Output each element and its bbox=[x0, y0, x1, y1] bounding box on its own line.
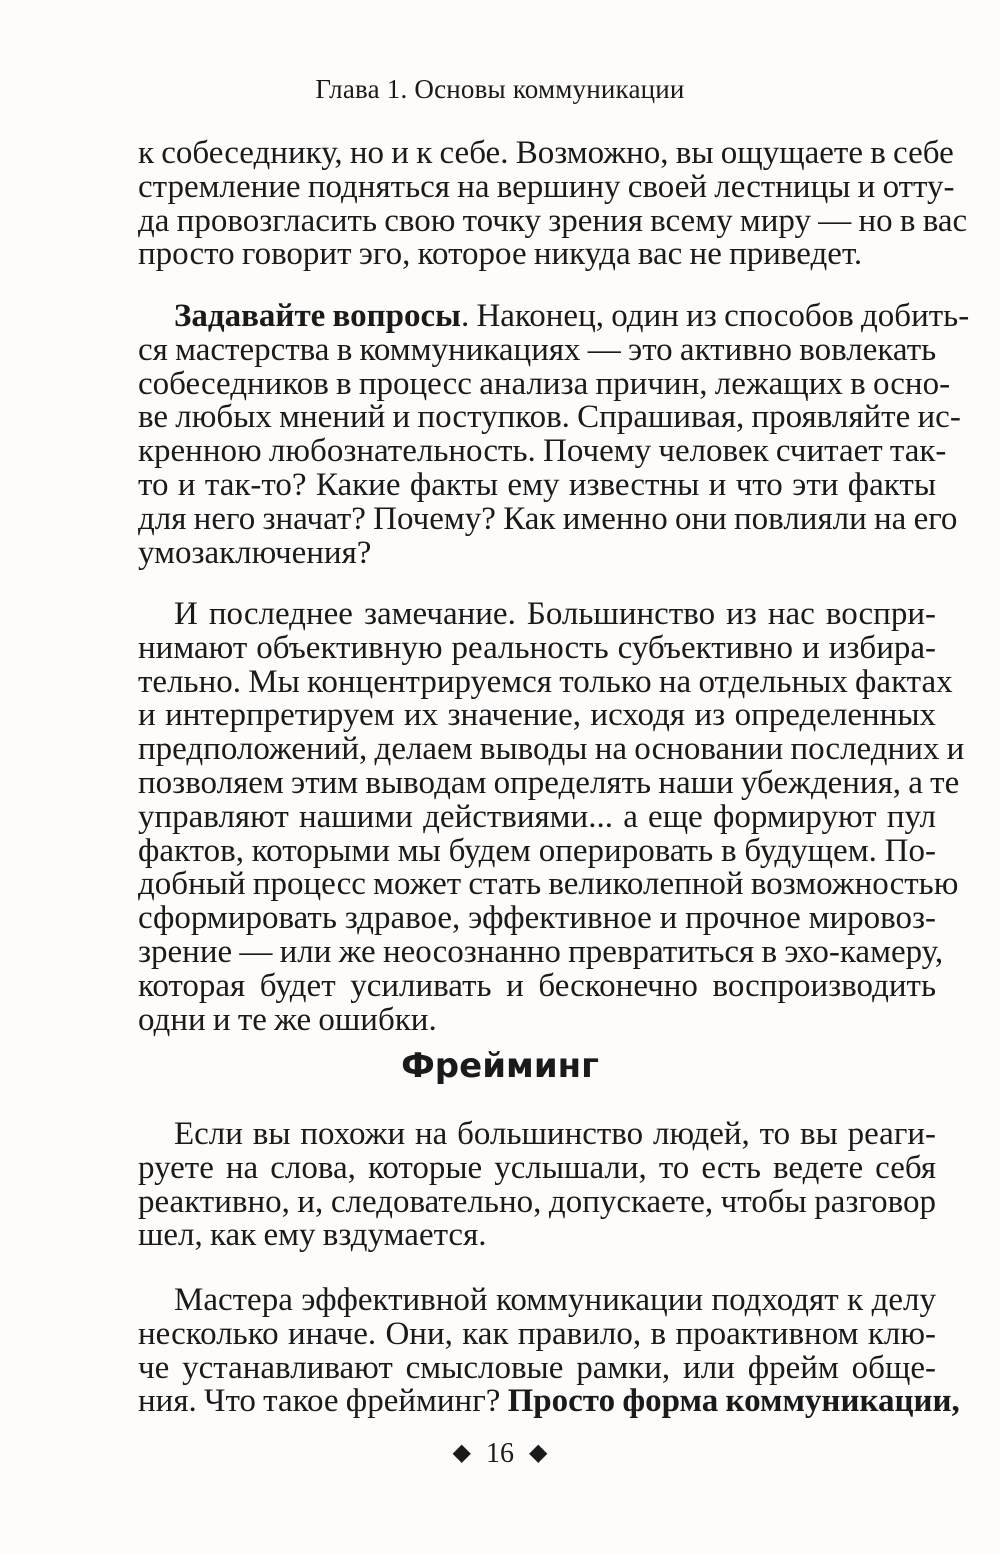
paragraph-2 bbox=[138, 298, 970, 571]
text-line: несколько иначе. Они, как правило, в проактивном клю- bbox=[138, 1315, 936, 1352]
text-line: к собеседнику, но и к себе. Возможно, вы ощущаете в себе bbox=[138, 135, 954, 171]
text-line: да провозгласить свою точку зрения всему миру — но в вас bbox=[138, 202, 968, 239]
text-line: собеседников в процесс анализа причин, лежащих в осно- bbox=[138, 365, 951, 402]
text-line: предположений, делаем выводы на основании последних и bbox=[138, 731, 965, 768]
text-line: которая будет усиливать и бесконечно воспроизводить bbox=[138, 967, 936, 1004]
paragraph-4 bbox=[138, 1118, 936, 1253]
text-line: добный процесс может стать великолепной возможностью bbox=[138, 866, 959, 903]
page-number: 16 bbox=[486, 1438, 514, 1469]
text-line: кренною любознательность. Почему человек считает так- bbox=[138, 433, 947, 470]
paragraph-1 bbox=[138, 135, 968, 273]
text-line: шел, как ему вздумается. bbox=[138, 1217, 487, 1254]
text-line: ся мастерства в коммуникациях — это активно вовлекать bbox=[138, 331, 937, 368]
text-fragment: ния. Что такое фрейминг? bbox=[138, 1383, 508, 1420]
text-line: че устанавливают смысловые рамки, или фрейм обще- bbox=[138, 1349, 936, 1386]
text-line: сформировать здравое, эффективное и прочное мировоз- bbox=[138, 900, 936, 937]
section-heading: Фрейминг bbox=[401, 1046, 599, 1086]
text-line: одни и те же ошибки. bbox=[138, 1001, 437, 1038]
bold-phrase: Просто форма коммуникации, bbox=[507, 1383, 960, 1420]
text-line: фактов, которыми мы будем оперировать в будущем. По- bbox=[138, 832, 936, 869]
text-line: то и так-то? Какие факты ему известны и что эти факты bbox=[138, 466, 936, 503]
text-line bbox=[138, 298, 970, 334]
text-line: Если вы похожи на большинство людей, то вы реаги- bbox=[174, 1116, 936, 1152]
text-line: стремление подняться на вершину своей лестницы и отту- bbox=[138, 168, 955, 205]
text-line: Мастера эффективной коммуникации подходят к делу bbox=[174, 1282, 936, 1318]
text-line bbox=[138, 1383, 960, 1420]
text-line: руете на слова, которые услышали, то есть ведете себя bbox=[138, 1149, 936, 1186]
bold-lead-phrase: Задавайте вопросы bbox=[174, 298, 461, 334]
text-line: умозаключения? bbox=[138, 534, 372, 571]
text-line: реактивно, и, следовательно, допускаете, чтобы разговор bbox=[138, 1183, 936, 1220]
text-line: зрение — или же неосознанно превратиться в эхо-камеру, bbox=[138, 933, 944, 970]
paragraph-3 bbox=[138, 596, 965, 1038]
text-line: И последнее замечание. Большинство из нас воспри- bbox=[174, 596, 936, 632]
text-line: тельно. Мы концентрируемся только на отдельных фактах bbox=[138, 663, 953, 700]
text-fragment: . Наконец, один из способов добить- bbox=[460, 298, 970, 334]
text-line: управляют нашими действиями... а еще формируют пул bbox=[138, 798, 936, 835]
page-footer bbox=[0, 1438, 1000, 1470]
diamond-ornament-icon: ◆ bbox=[529, 1440, 548, 1466]
paragraph-5 bbox=[138, 1282, 960, 1420]
text-line: ве любых мнений и поступков. Спрашивая, проявляйте ис- bbox=[138, 399, 961, 436]
diamond-ornament-icon: ◆ bbox=[452, 1440, 471, 1466]
text-line: и интерпретируем их значение, исходя из определенных bbox=[138, 697, 936, 734]
text-line: позволяем этим выводам определять наши убеждения, а те bbox=[138, 764, 960, 801]
running-head: Глава 1. Основы коммуникации bbox=[315, 74, 685, 104]
text-line: для него значат? Почему? Как именно они повлияли на его bbox=[138, 500, 958, 537]
text-line: просто говорит эго, которое никуда вас не приведет. bbox=[138, 236, 863, 273]
text-line: нимают объективную реальность субъективно и избира- bbox=[138, 629, 936, 666]
